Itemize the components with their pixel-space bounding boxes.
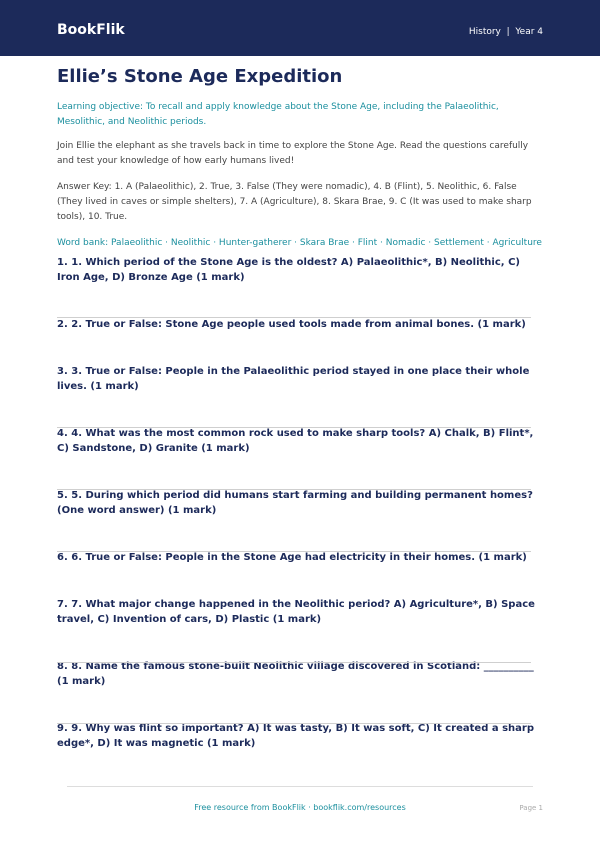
- answer-key: Answer Key: 1. A (Palaeolithic), 2. True, 3. False (They were nomadic), 4. B (Flint), 5. Neolithic, 6. False (They lived in caves or simple shelters), 7. A (Agriculture), 8. Skara Brae, 9. C (It was used to make sharp tools), 10. True.: [57, 182, 532, 222]
- subject-label: History | Year 4: [468, 27, 543, 37]
- question-9: 9. 9. Why was flint so important? A) It was tasty, B) It was soft, C) It created a sharp edge*, D) It was magnetic (1 mark): [57, 723, 534, 749]
- answer-line[interactable]: [57, 489, 531, 490]
- question-3: 3. 3. True or False: People in the Palaeolithic period stayed in one place their whole lives. (1 mark): [57, 366, 530, 392]
- answer-line[interactable]: [57, 317, 531, 318]
- question-5: 5. 5. During which period did humans start farming and building permanent homes? (One word answer) (1 mark): [57, 490, 533, 516]
- brand-logo-text: BookFlik: [57, 22, 125, 38]
- question-4: 4. 4. What was the most common rock used to make sharp tools? A) Chalk, B) Flint*, C) Sandstone, D) Granite (1 mark): [57, 428, 534, 454]
- answer-line[interactable]: [57, 662, 531, 663]
- footer-divider: [67, 786, 533, 787]
- worksheet-intro: [57, 64, 543, 251]
- question-7: 7. 7. What major change happened in the Neolithic period? A) Agriculture*, B) Space travel, C) Invention of cars, D) Plastic (1 mark): [57, 599, 535, 625]
- learning-objective: Learning objective: To recall and apply knowledge about the Stone Age, including the Palaeolithic, Mesolithic, and Neolithic periods.: [57, 102, 499, 127]
- question-2: 2. 2. True or False: Stone Age people used tools made from animal bones. (1 mark): [57, 319, 526, 330]
- question-8: 8. 8. Name the famous stone-built Neolithic village discovered in Scotland: __________ (1 mark): [57, 661, 534, 687]
- question-1: 1. 1. Which period of the Stone Age is the oldest? A) Palaeolithic*, B) Neolithic, C) Iron Age, D) Bronze Age (1 mark): [57, 257, 520, 283]
- question-6: 6. 6. True or False: People in the Stone Age had electricity in their homes. (1 mark): [57, 552, 527, 563]
- answer-line[interactable]: [57, 723, 531, 724]
- word-bank: Word bank: Palaeolithic · Neolithic · Hunter-gatherer · Skara Brae · Flint · Nomadic · Settlement · Agriculture: [57, 238, 542, 248]
- page-number: Page 1: [519, 804, 543, 812]
- footer-resource-link[interactable]: Free resource from BookFlik · bookflik.com/resources: [194, 803, 406, 812]
- page-header: [0, 0, 600, 56]
- page-title: Ellie’s Stone Age Expedition: [57, 66, 343, 87]
- intro-text: Join Ellie the elephant as she travels back in time to explore the Stone Age. Read the questions carefully and test your knowledge of how early humans lived!: [57, 141, 529, 166]
- answer-line[interactable]: [57, 427, 531, 428]
- answer-line[interactable]: [57, 551, 531, 552]
